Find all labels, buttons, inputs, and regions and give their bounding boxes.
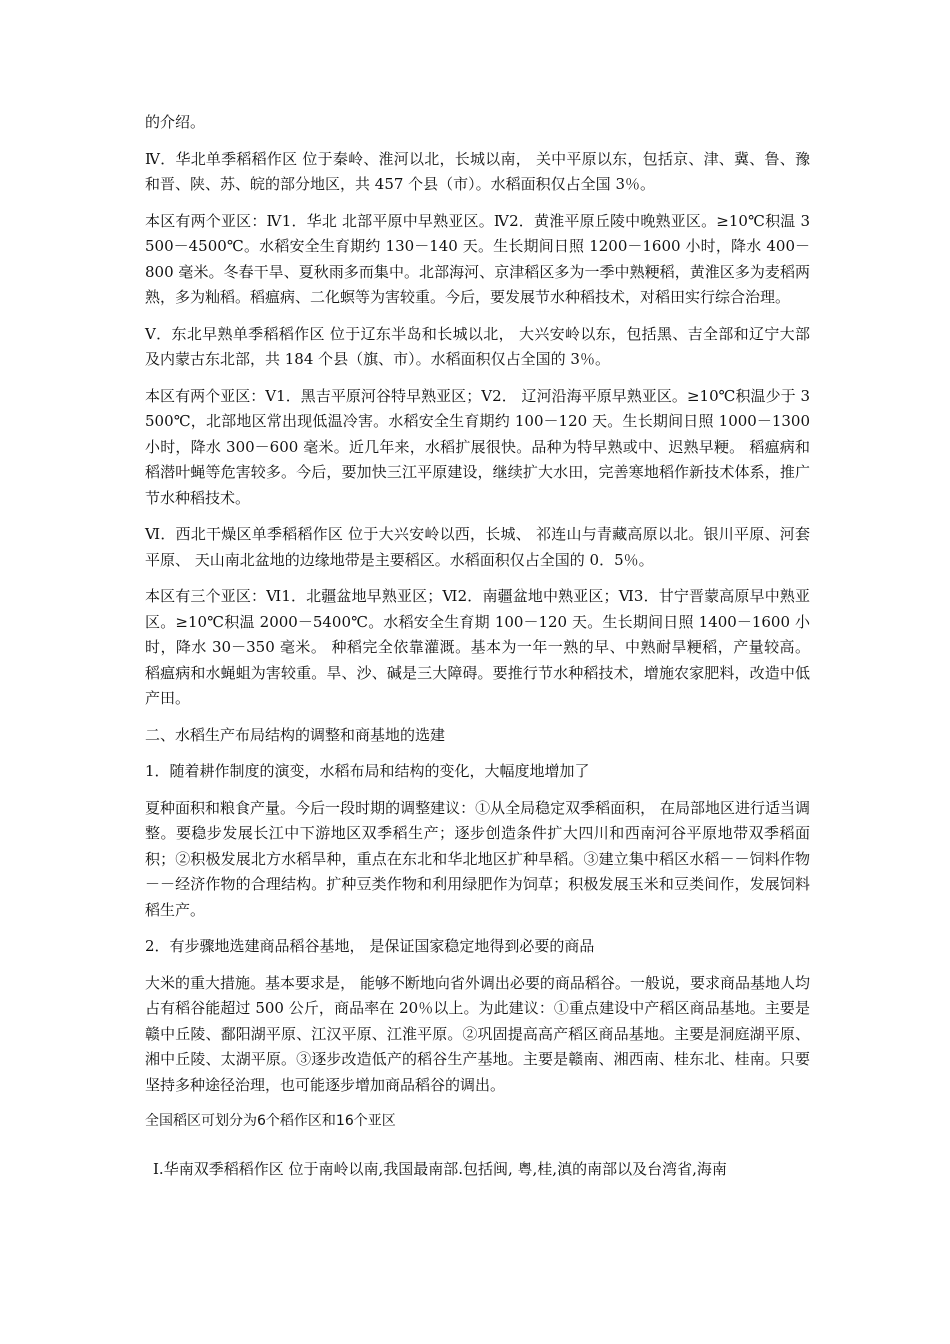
paragraph-point-1: 1．随着耕作制度的演变，水稻布局和结构的变化，大幅度地增加了	[145, 762, 590, 780]
document-page	[145, 110, 810, 1193]
paragraph-intro-end: 的介绍。	[145, 113, 206, 131]
paragraph-point-2-detail: 大米的重大措施。基本要求是， 能够不断地向省外调出必要的商品稻谷。一般说，要求商品基地人均占有稻谷能超过 500 公斤，商品率在 20％以上。为此建议：①重点建设中产稻区商品基地。主要是赣中丘陵、鄱阳湖平原、江汉平原、江淮平原。②巩固提高高产稻区商品基地。主要是洞庭湖平原、湘中丘陵、太湖平原。③逐步改造低产的稻谷生产基地。主要是赣南、湘西南、桂东北、桂南。只要坚持多种途径治理，也可能逐步增加商品稻谷的调出。	[145, 973, 810, 1094]
section-heading-layout: 二、水稻生产布局结构的调整和商基地的选建	[145, 725, 446, 744]
summary-line: 全国稻区可划分为6个稻作区和16个亚区	[145, 1113, 396, 1129]
paragraph-region-5: Ⅴ．东北早熟单季稻稻作区 位于辽东半岛和长城以北， 大兴安岭以东，包括黑、吉全部和辽宁大部及内蒙古东北部，共 184 个县（旗、市）。水稻面积仅占全国的 3％。	[145, 324, 810, 368]
paragraph-region-4: Ⅳ．华北单季稻稻作区 位于秦岭、淮河以北，长城以南， 关中平原以东，包括京、津、冀、鲁、豫和晋、陕、苏、皖的部分地区，共 457 个县（市）。水稻面积仅占全国 3％。	[145, 149, 810, 193]
paragraph-region-5-subregions: 本区有两个亚区：Ⅴ1．黑吉平原河谷特早熟亚区；Ⅴ2． 辽河沿海平原早熟亚区。≥10℃积温少于 3500℃，北部地区常出现低温冷害。水稻安全生育期约 100－120 天。生长期间日照 1000－1300 小时，降水 300－600 毫米。近几年来，水稻扩展很快。品种为特早熟或中、迟熟早粳。 稻瘟病和稻潜叶蝇等危害较多。今后，要加快三江平原建设，继续扩大水田，完善寒地稻作新技术体系，推广节水种稻技术。	[145, 386, 810, 507]
paragraph-region-1: Ⅰ.华南双季稻稻作区 位于南岭以南,我国最南部.包括闽, 粤,桂,滇的南部以及台湾省,海南	[153, 1159, 727, 1178]
paragraph-point-1-detail: 夏种面积和粮食产量。今后一段时期的调整建议：①从全局稳定双季稻面积， 在局部地区进行适当调整。要稳步发展长江中下游地区双季稻生产；逐步创造条件扩大四川和西南河谷平原地带双季稻面积；②积极发展北方水稻旱种，重点在东北和华北地区扩种旱稻。③建立集中稻区水稻－－饲料作物－－经济作物的合理结构。扩种豆类作物和利用绿肥作为饲草；积极发展玉米和豆类间作，发展饲料稻生产。	[145, 798, 810, 919]
paragraph-point-2: 2．有步骤地选建商品稻谷基地， 是保证国家稳定地得到必要的商品	[145, 937, 595, 955]
paragraph-region-4-subregions: 本区有两个亚区：Ⅳ1．华北 北部平原中早熟亚区。Ⅳ2．黄淮平原丘陵中晚熟亚区。≥10℃积温 3500－4500℃。水稻安全生育期约 130－140 天。生长期间日照 1200－1600 小时，降水 400－800 毫米。冬春干旱、夏秋雨多而集中。北部海河、京津稻区多为一季中熟粳稻，黄淮区多为麦稻两熟，多为籼稻。稻瘟病、二化螟等为害较重。今后，要发展节水种稻技术，对稻田实行综合治理。	[145, 211, 810, 306]
paragraph-region-6-subregions: 本区有三个亚区：Ⅵ1．北疆盆地早熟亚区；Ⅵ2．南疆盆地中熟亚区；Ⅵ3．甘宁晋蒙高原早中熟亚区。≥10℃积温 2000－5400℃。水稻安全生育期 100－120 天。生长期间日照 1400－1600 小时，降水 30－350 毫米。 种稻完全依靠灌溉。基本为一年一熟的早、中熟耐旱粳稻，产量较高。 稻瘟病和水蝇蛆为害较重。旱、沙、碱是三大障碍。要推行节水种稻技术，增施农家肥料，改造中低产田。	[145, 587, 810, 707]
paragraph-region-6: Ⅵ．西北干燥区单季稻稻作区 位于大兴安岭以西，长城、 祁连山与青藏高原以北。银川平原、河套平原、 天山南北盆地的边缘地带是主要稻区。水稻面积仅占全国的 0．5％。	[145, 525, 810, 569]
